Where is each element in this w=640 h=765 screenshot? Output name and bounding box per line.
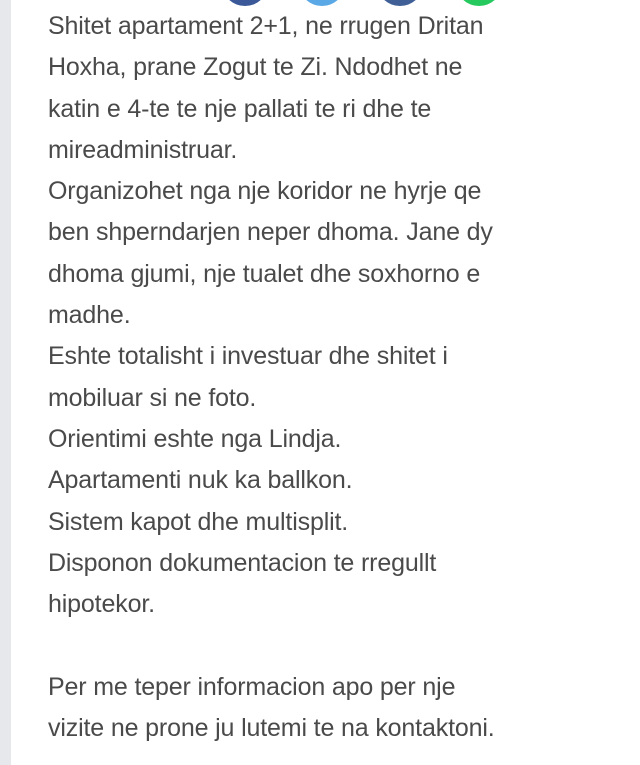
description-line: mobiluar si ne foto. (48, 383, 257, 412)
description-line: Orientimi eshte nga Lindja. (48, 424, 342, 453)
description-line: Disponon dokumentacion te rregullt (48, 548, 437, 577)
listing-description (48, 6, 633, 749)
page-left-border (0, 0, 11, 765)
description-line: madhe. (48, 301, 131, 330)
description-line: Organizohet nga nje koridor ne hyrje qe (48, 177, 482, 206)
description-line: Shitet apartament 2+1, ne rrugen Dritan (48, 12, 484, 40)
description-line: Eshte totalisht i investuar dhe shitet i (48, 342, 448, 371)
description-line: ben shperndarjen neper dhoma. Jane dy (48, 218, 493, 247)
description-line: hipotekor. (48, 590, 155, 619)
description-line: mireadministruar. (48, 135, 238, 164)
contact-line: vizite ne prone ju lutemi te na kontaktoni. (48, 714, 495, 743)
description-line: Hoxha, prane Zogut te Zi. Ndodhet ne (48, 53, 463, 82)
description-line: dhoma gjumi, nje tualet dhe soxhorno e (48, 259, 481, 288)
description-line: Sistem kapot dhe multisplit. (48, 507, 349, 536)
contact-line: Per me teper informacion apo per nje (48, 672, 456, 701)
description-line: Apartamenti nuk ka ballkon. (48, 466, 353, 495)
description-line: katin e 4-te te nje pallati te ri dhe te (48, 94, 432, 123)
